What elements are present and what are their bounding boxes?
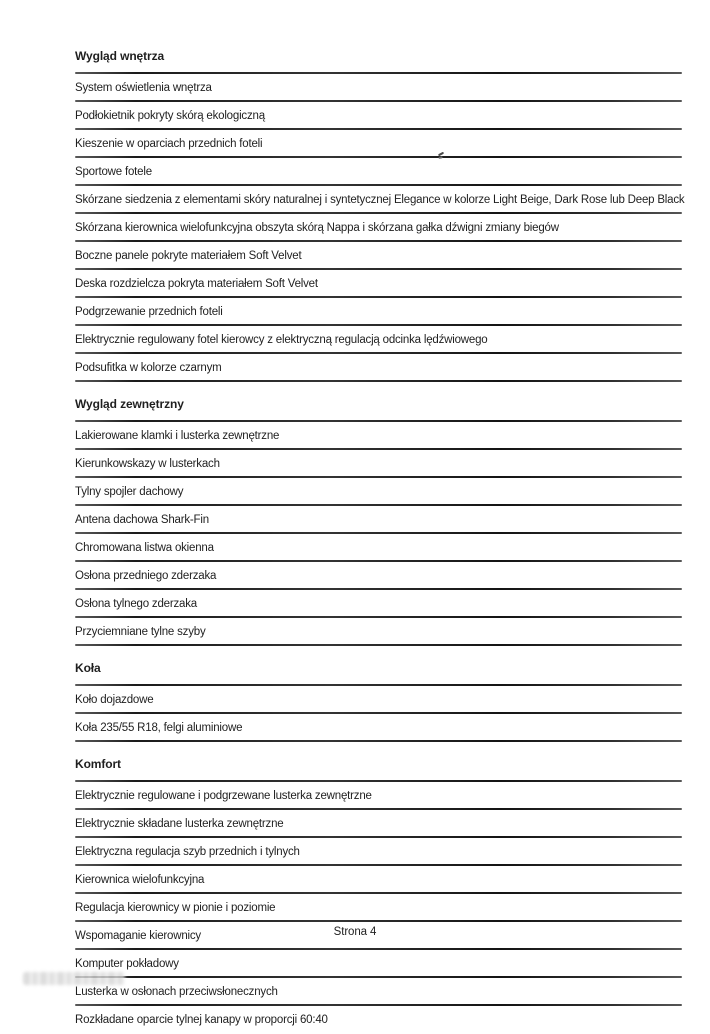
- feature-item-label: Boczne panele pokryte materiałem Soft Velvet: [75, 250, 302, 262]
- feature-item-label: Kierunkowskazy w lusterkach: [75, 458, 220, 470]
- feature-item-label: Wspomaganie kierownicy: [75, 930, 201, 942]
- feature-item-label: Osłona przedniego zderzaka: [75, 570, 217, 582]
- divider-line: [75, 740, 682, 742]
- watermark-smudge: [23, 972, 125, 985]
- feature-item-label: Deska rozdzielcza pokryta materiałem Soft Velvet: [75, 278, 318, 290]
- section: [75, 658, 682, 742]
- divider-line: [75, 380, 682, 382]
- feature-item-label: Rozkładane oparcie tylnej kanapy w proporcji 60:40: [75, 1014, 328, 1026]
- feature-item-label: Podłokietnik pokryty skórą ekologiczną: [75, 110, 265, 122]
- feature-item-label: Elektryczna regulacja szyb przednich i tylnych: [75, 846, 300, 858]
- divider-line: [75, 644, 682, 646]
- feature-item-label: Elektrycznie regulowane i podgrzewane lusterka zewnętrzne: [75, 790, 372, 802]
- feature-item-label: Chromowana listwa okienna: [75, 542, 214, 554]
- section: [75, 394, 682, 646]
- section-heading: Komfort: [75, 757, 121, 771]
- feature-item-label: Regulacja kierownicy w pionie i poziomie: [75, 902, 276, 914]
- feature-item-label: Antena dachowa Shark-Fin: [75, 514, 209, 526]
- feature-item-label: Tylny spojler dachowy: [75, 486, 184, 498]
- feature-item-label: Komputer pokładowy: [75, 958, 179, 970]
- feature-item-label: Podsufitka w kolorze czarnym: [75, 362, 222, 374]
- feature-item-label: Lakierowane klamki i lusterka zewnętrzne: [75, 430, 280, 442]
- feature-item-label: Lusterka w osłonach przeciwsłonecznych: [75, 986, 278, 998]
- feature-item-label: Podgrzewanie przednich foteli: [75, 306, 223, 318]
- feature-item-label: Skórzana kierownica wielofunkcyjna obszyta skórą Nappa i skórzana gałka dźwigni zmiany biegów: [75, 222, 559, 234]
- feature-item-label: Kierownica wielofunkcyjna: [75, 874, 205, 886]
- feature-item-label: Elektrycznie składane lusterka zewnętrzne: [75, 818, 284, 830]
- section-heading: Wygląd zewnętrzny: [75, 397, 184, 411]
- section: [75, 46, 685, 382]
- feature-item-label: Osłona tylnego zderzaka: [75, 598, 197, 610]
- feature-item-label: Elektrycznie regulowany fotel kierowcy z elektryczną regulacją odcinka lędźwiowego: [75, 334, 488, 346]
- feature-item-label: Koła 235/55 R18, felgi aluminiowe: [75, 722, 243, 734]
- feature-item-label: Koło dojazdowe: [75, 694, 154, 706]
- feature-item-label: System oświetlenia wnętrza: [75, 82, 212, 94]
- feature-item-label: Skórzane siedzenia z elementami skóry naturalnej i syntetycznej Elegance w kolorze Light Beige, Dark Rose lub Deep Black: [75, 194, 685, 206]
- section-heading: Wygląd wnętrza: [75, 49, 165, 63]
- feature-item-label: Kieszenie w oparciach przednich foteli: [75, 138, 263, 150]
- page-number: Strona 4: [333, 926, 377, 938]
- feature-item-label: Przyciemniane tylne szyby: [75, 626, 206, 638]
- feature-item-label: Sportowe fotele: [75, 166, 152, 178]
- section: [75, 754, 682, 1034]
- equipment-list: [75, 46, 685, 1034]
- section-heading: Koła: [75, 661, 101, 675]
